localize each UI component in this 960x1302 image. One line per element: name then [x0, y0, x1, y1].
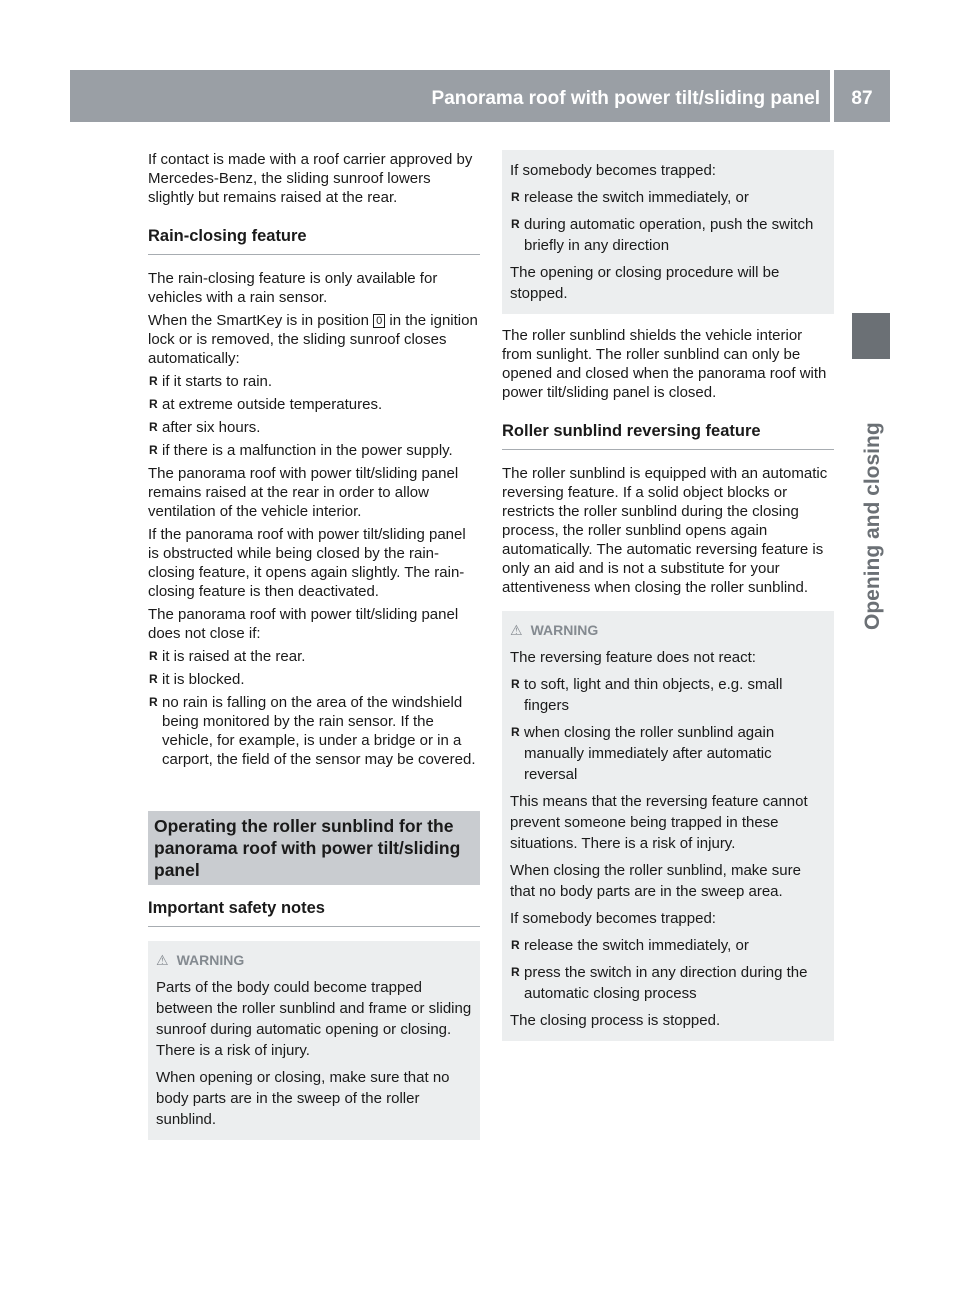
rain-paragraph-2	[148, 311, 480, 368]
list-item: R if it starts to rain.	[148, 372, 480, 391]
page-number: 87	[851, 88, 873, 109]
warning-label: WARNING	[530, 622, 599, 638]
warning-box	[148, 941, 480, 1140]
left-column	[148, 150, 480, 1140]
list-item: R at extreme outside temperatures.	[148, 395, 480, 414]
intro-paragraph: If contact is made with a roof carrier approved by Mercedes-Benz, the sliding sunroof lowers slightly but remains raised at the rear.	[148, 151, 473, 206]
warning-paragraph: When closing the roller sunblind, make sure that no body parts are in the sweep area.	[510, 862, 801, 900]
warning-box	[502, 611, 834, 1041]
warning-paragraph: The reversing feature does not react:	[510, 649, 756, 666]
chapter-tab-marker	[852, 313, 890, 359]
list-item: R release the switch immediately, or	[510, 187, 826, 208]
heading-rule	[148, 926, 480, 927]
key-position-symbol: 0	[373, 314, 385, 328]
warning-triangle-icon: ⚠	[510, 622, 523, 638]
warning-label: WARNING	[176, 952, 245, 968]
trapped-paragraph: If somebody becomes trapped:	[510, 162, 716, 179]
trapped-box	[502, 150, 834, 314]
list-item: R press the switch in any direction during the automatic closing process	[510, 962, 826, 1004]
list-item: R when closing the roller sunblind again manually immediately after automatic reversal	[510, 722, 826, 785]
rain-paragraph-4: If the panorama roof with power tilt/sliding panel is obstructed while being closed by the rain-closing feature, it opens again slightly. The rain-closing feature is then deactivated.	[148, 526, 466, 600]
list-item: R it is raised at the rear.	[148, 647, 480, 666]
list-item: R after six hours.	[148, 418, 480, 437]
rain-paragraph-2-start: When the SmartKey is in position	[148, 312, 369, 329]
rain-paragraph-1: The rain-closing feature is only available for vehicles with a rain sensor.	[148, 270, 438, 306]
rain-paragraph-2-end: in the ignition lock or is removed, the sliding sunroof closes automatically:	[148, 312, 478, 367]
reversing-heading: Roller sunblind reversing feature	[502, 422, 761, 440]
page-title: Panorama roof with power tilt/sliding panel	[431, 88, 820, 109]
list-item: R no rain is falling on the area of the windshield being monitored by the rain sensor. If the vehicle, for example, is under a bridge or in a carport, the field of the sensor may be covered.	[148, 693, 480, 769]
warning-paragraph: If somebody becomes trapped:	[510, 910, 716, 927]
sunblind-paragraph: The roller sunblind shields the vehicle interior from sunlight. The roller sunblind can only be opened and closed when the panorama roof with power tilt/sliding panel is closed.	[502, 327, 827, 401]
list-item: R to soft, light and thin objects, e.g. small fingers	[510, 674, 826, 716]
heading-rule	[148, 254, 480, 255]
warning-paragraph: The closing process is stopped.	[510, 1012, 721, 1029]
trapped-paragraph: The opening or closing procedure will be stopped.	[510, 264, 780, 302]
rain-paragraph-3: The panorama roof with power tilt/sliding panel remains raised at the rear in order to allow ventilation of the vehicle interior.	[148, 465, 459, 520]
list-item: R release the switch immediately, or	[510, 935, 826, 956]
safety-notes-heading: Important safety notes	[148, 899, 325, 917]
warning-paragraph: Parts of the body could become trapped between the roller sunblind and frame or sliding sunroof during automatic opening or closing. There is a risk of injury.	[156, 979, 472, 1059]
warning-header	[510, 621, 826, 639]
chapter-side-label-text: Opening and closing	[861, 422, 884, 630]
warning-paragraph: When opening or closing, make sure that no body parts are in the sweep of the roller sunblind.	[156, 1069, 450, 1128]
list-item: R it is blocked.	[148, 670, 480, 689]
right-column	[502, 150, 834, 1041]
warning-triangle-icon: ⚠	[156, 952, 169, 968]
warning-header	[156, 951, 472, 969]
chapter-side-label	[850, 422, 884, 630]
list-item: R during automatic operation, push the switch briefly in any direction	[510, 214, 826, 256]
rain-closing-heading: Rain-closing feature	[148, 227, 307, 245]
rain-paragraph-5: The panorama roof with power tilt/sliding panel does not close if:	[148, 606, 459, 642]
section-heading: Operating the roller sunblind for the panorama roof with power tilt/sliding panel	[148, 811, 480, 885]
heading-rule	[502, 449, 834, 450]
reversing-paragraph: The roller sunblind is equipped with an automatic reversing feature. If a solid object blocks or restricts the roller sunblind during the closing process, the roller sunblind opens again automatically. The automatic reversing feature is only an aid and is not a substitute for your attentiveness when closing the roller sunblind.	[502, 465, 828, 596]
list-item: R if there is a malfunction in the power supply.	[148, 441, 480, 460]
warning-paragraph: This means that the reversing feature cannot prevent someone being trapped in these situations. There is a risk of injury.	[510, 793, 808, 852]
